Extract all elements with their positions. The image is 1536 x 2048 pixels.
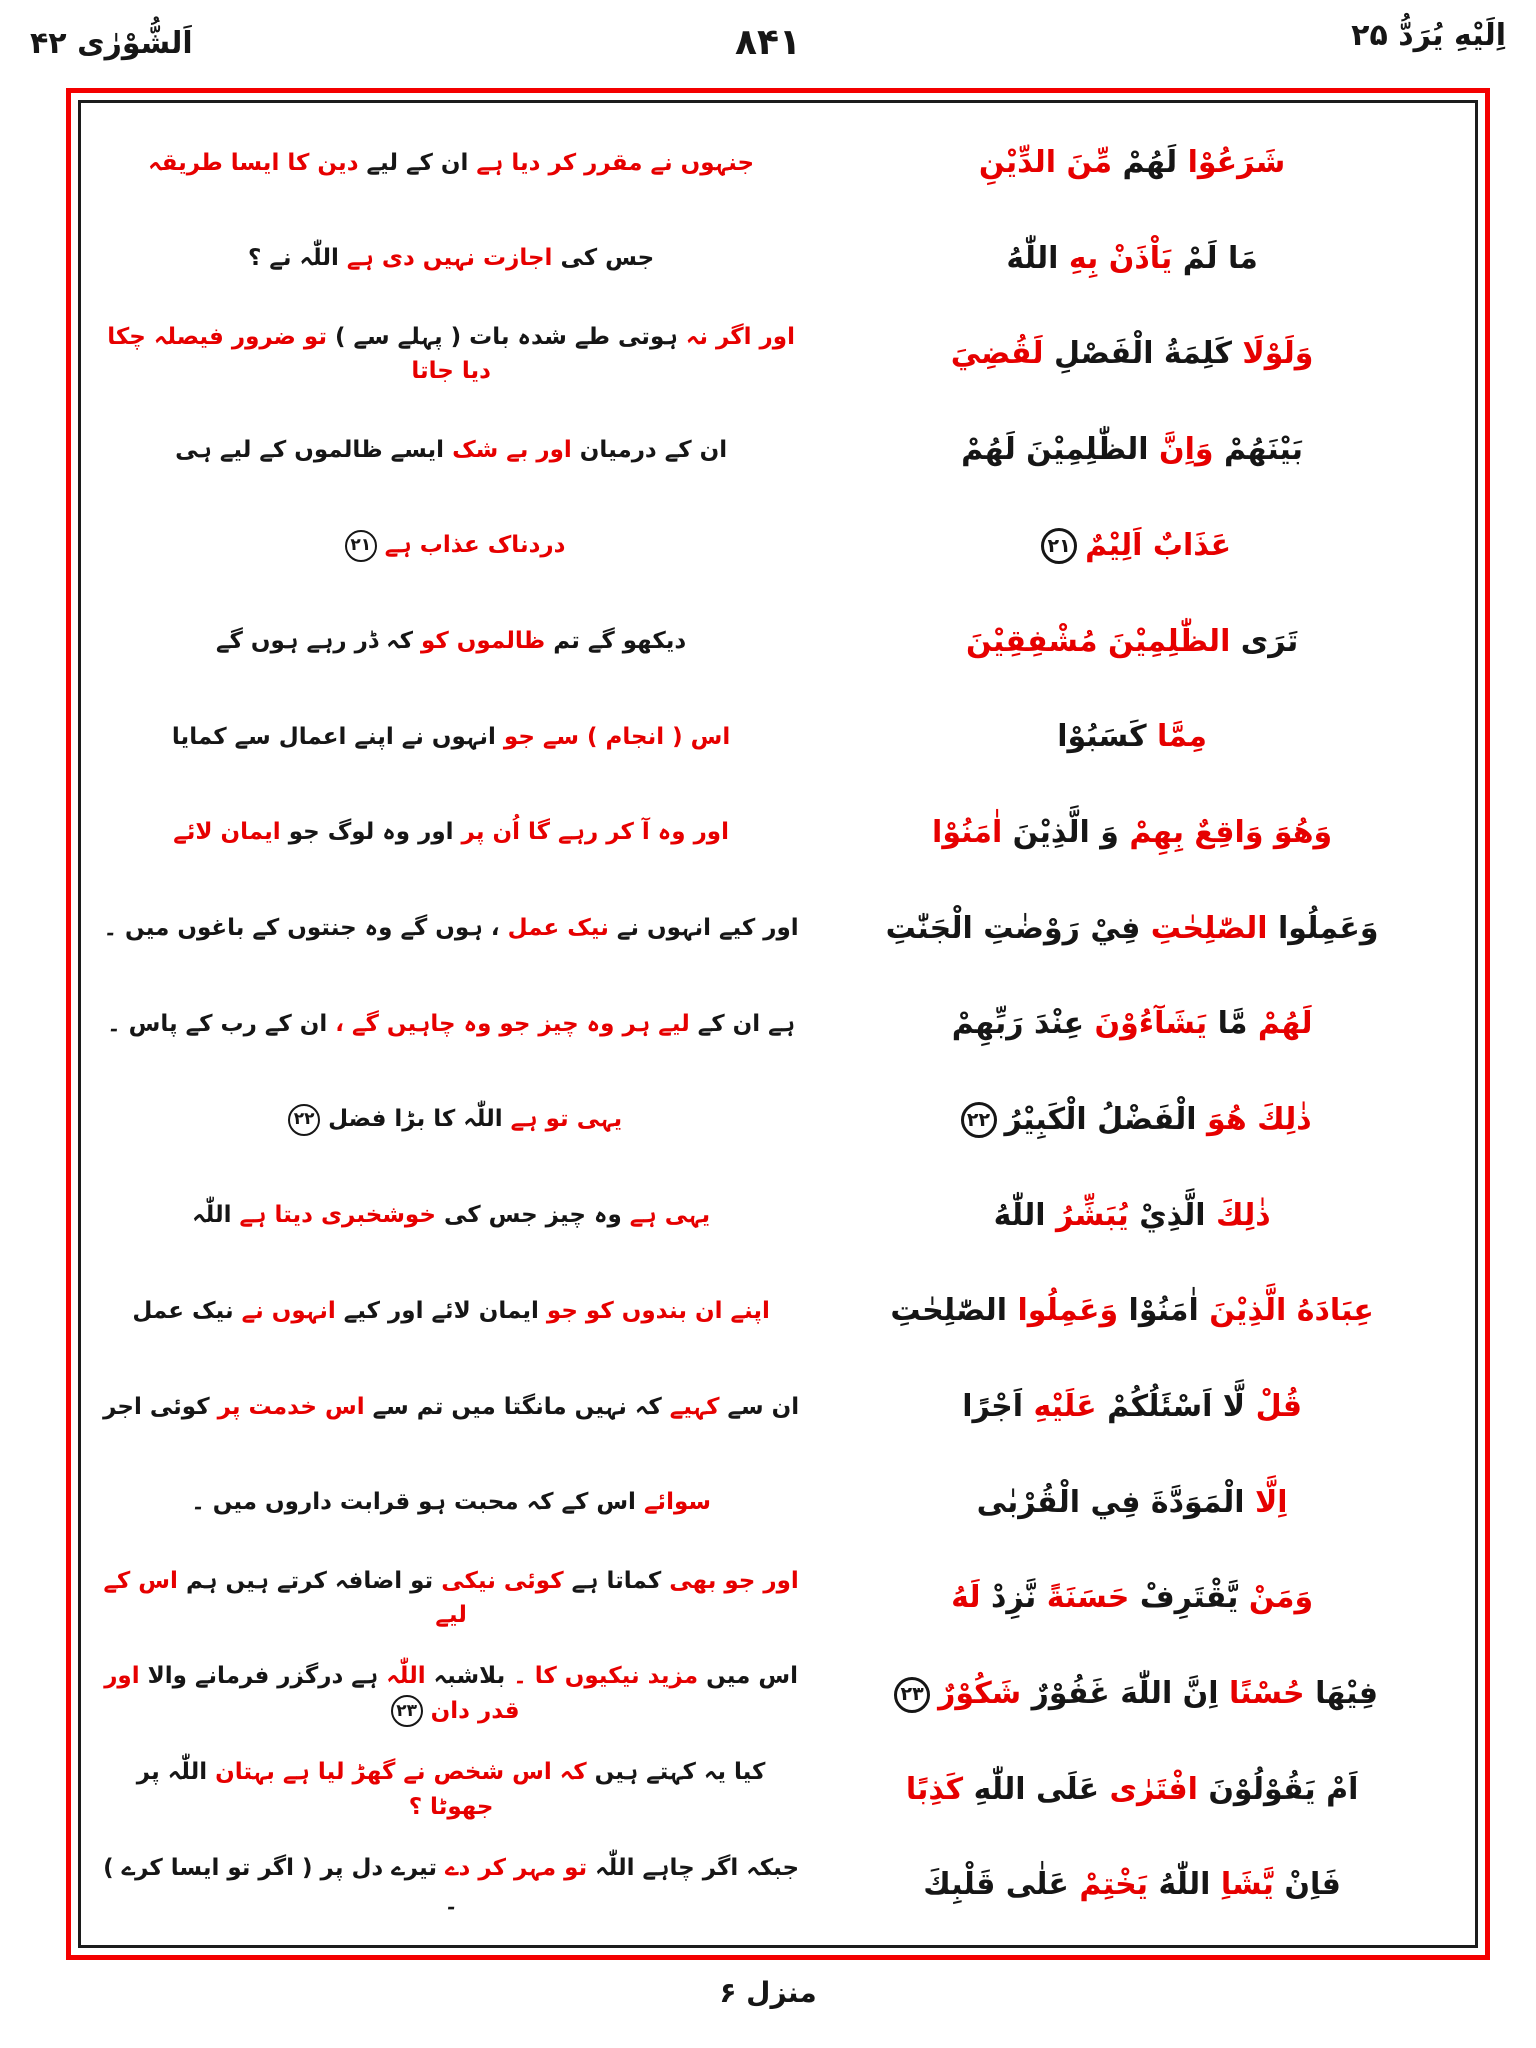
text-segment: اجازت نہیں دی ہے [346, 245, 561, 272]
urdu-line [97, 1851, 805, 1920]
text-row [97, 1837, 1459, 1933]
text-segment: يَّقْتَرِفْ [1139, 1580, 1249, 1616]
text-segment: نیک عمل [132, 1297, 242, 1324]
arabic-line [805, 428, 1459, 472]
text-segment: تَرَى [1240, 623, 1299, 659]
text-segment: عَلَى اللّٰهِ [973, 1771, 1110, 1807]
text-row [97, 1263, 1459, 1359]
text-segment: فَاِنْ [1284, 1867, 1341, 1903]
urdu-line [97, 320, 805, 389]
text-segment: وَ الَّذِيْنَ [1012, 814, 1130, 850]
text-segment: سوائے [643, 1489, 711, 1516]
text-segment: عِبَادَهُ الَّذِيْنَ [1209, 1293, 1374, 1329]
text-segment: قُلْ [1255, 1389, 1303, 1425]
text-segment: جس کی [560, 245, 655, 272]
urdu-line [97, 911, 805, 946]
text-segment: جبکہ اگر چاہے اللّٰہ [595, 1854, 800, 1881]
text-segment: اللّٰہ [192, 1202, 240, 1229]
text-segment: حَسَنَةً [1046, 1580, 1140, 1616]
text-row [97, 306, 1459, 402]
urdu-line [97, 1007, 805, 1042]
text-segment: الصّٰلِحٰتِ [1150, 910, 1278, 946]
text-segment: بلاشبہ [433, 1663, 514, 1690]
text-segment: کوئی اجر [103, 1393, 218, 1420]
text-segment: اللّٰهُ [993, 1197, 1057, 1233]
text-segment: ہوتی طے شدہ بات ( پہلے سے ) [334, 323, 686, 350]
text-segment: اِنَّ اللّٰهَ غَفُوْرٌ [1031, 1676, 1229, 1712]
arabic-line [805, 237, 1459, 281]
text-segment: كَلِمَةُ الْفَصْلِ [1054, 336, 1243, 372]
text-row [97, 115, 1459, 211]
text-row [97, 402, 1459, 498]
text-segment: اٰمَنُوْا [932, 814, 1013, 850]
text-segment: اس کے کہ محبت ہو قرابت داروں میں ۔ [191, 1489, 644, 1516]
verse-marker: ۲۳ [894, 1677, 930, 1713]
text-segment: لَهُمْ [1122, 145, 1188, 181]
verse-marker: ۲۱ [345, 530, 377, 562]
urdu-line [97, 624, 805, 659]
text-segment: کہ ڈر رہے ہوں گے [216, 628, 421, 655]
text-segment: عِنْدَ رَبِّهِمْ [951, 1006, 1095, 1042]
urdu-line [97, 146, 805, 181]
text-row [97, 1359, 1459, 1455]
arabic-line [805, 1002, 1459, 1046]
text-row [97, 1742, 1459, 1838]
text-segment: فِيْهَا [1315, 1676, 1379, 1712]
text-segment: کہ نہیں مانگتا میں تم سے [372, 1393, 670, 1420]
footer-manzil-label: منزل ۶ [719, 1976, 817, 2009]
text-segment: ذٰلِكَ [1216, 1197, 1271, 1233]
urdu-line [97, 1390, 805, 1425]
text-segment: الْمَوَدَّةَ فِي الْقُرْبٰى [976, 1484, 1255, 1520]
verse-marker: ۲۲ [288, 1104, 320, 1136]
text-segment: جنہوں نے مقرر کر دیا ہے [476, 149, 755, 176]
text-segment: وَلَوْلَا [1242, 336, 1314, 372]
arabic-line [805, 715, 1459, 759]
text-segment: اس کے لیے [103, 1567, 467, 1629]
arabic-line [805, 620, 1459, 664]
text-segment: اللّٰہ پر [136, 1759, 216, 1786]
text-segment: وَعَمِلُوا [1277, 910, 1379, 946]
text-segment: مَّا [1217, 1006, 1258, 1042]
text-segment: عَلَيْهِ [1033, 1389, 1108, 1425]
text-segment: کہیے [669, 1393, 728, 1420]
text-segment: تیرے دل پر ( اگر تو ایسا کرے ) ۔ [103, 1854, 458, 1916]
text-segment: یہی ہے [629, 1202, 711, 1229]
urdu-line [97, 1564, 805, 1633]
text-segment: انہوں نے [241, 1297, 344, 1324]
text-row [97, 689, 1459, 785]
text-segment: يَشَآءُوْنَ [1094, 1006, 1218, 1042]
arabic-line [805, 1289, 1459, 1333]
text-segment: اور قدر دان [104, 1663, 520, 1724]
text-segment: اللّٰہ [386, 1663, 434, 1690]
urdu-line [97, 815, 805, 850]
text-segment: وَاِنَّ [1159, 432, 1224, 468]
arabic-line [805, 1194, 1459, 1238]
text-segment: افْتَرٰى [1109, 1771, 1209, 1807]
header-juz-label: اِلَيْهِ يُرَدُّ ۲۵ [1351, 18, 1506, 53]
urdu-line [97, 241, 805, 276]
urdu-line [97, 528, 805, 563]
text-segment: عَلٰى قَلْبِكَ [923, 1867, 1080, 1903]
text-segment: لیے ہر وہ چیز جو وہ چاہیں گے ، [335, 1010, 698, 1037]
text-segment: عَذَابٌ اَلِيْمٌ [1085, 527, 1232, 563]
text-segment: دردناک عذاب ہے [384, 532, 566, 559]
text-segment: جھوٹا ؟ [408, 1793, 494, 1820]
text-segment: نیک عمل [507, 915, 617, 942]
text-segment: ان سے [727, 1393, 800, 1420]
text-segment: ظالموں کو [421, 628, 554, 655]
arabic-line [805, 811, 1459, 855]
arabic-line [805, 1481, 1459, 1525]
urdu-line [97, 1755, 805, 1824]
arabic-line [805, 1385, 1459, 1429]
text-segment: ، ہوں گے وہ جنتوں کے باغوں میں ۔ [103, 915, 508, 942]
text-row [97, 1550, 1459, 1646]
text-segment: کماتا ہے [571, 1567, 670, 1594]
text-segment: اَجْرًا [962, 1389, 1034, 1425]
arabic-line [805, 1768, 1459, 1812]
text-segment: اٰمَنُوْا [1128, 1293, 1210, 1329]
text-segment: شَرَعُوْا [1187, 145, 1286, 181]
arabic-line [805, 1672, 1459, 1716]
arabic-line [805, 524, 1459, 568]
arabic-line [805, 332, 1459, 376]
text-row [97, 881, 1459, 977]
text-segment: مزید نیکیوں کا ۔ [513, 1663, 707, 1690]
text-segment: یہی تو ہے [510, 1106, 623, 1133]
text-row [97, 785, 1459, 881]
text-segment: الصّٰلِحٰتِ [890, 1293, 1018, 1329]
text-segment: ایمان لائے [173, 819, 289, 846]
text-segment: كَسَبُوْا [1057, 719, 1158, 755]
text-segment: كَذِبًا [905, 1771, 974, 1807]
text-segment: الْفَضْلُ الْكَبِيْرُ [1004, 1101, 1208, 1137]
verse-marker: ۲۲ [961, 1102, 997, 1138]
text-segment: لَّا اَسْئَلُكُمْ [1107, 1389, 1256, 1425]
text-segment: اس ( انجام ) سے جو [503, 723, 731, 750]
text-segment: اور بے شک [452, 436, 580, 463]
urdu-line [97, 1294, 805, 1329]
text-segment: ان کے درمیان [579, 436, 728, 463]
arabic-line [805, 1098, 1459, 1142]
text-segment: وَمَنْ [1248, 1580, 1314, 1616]
text-segment: ایمان لائے اور کیے [343, 1297, 547, 1324]
text-segment: لَهُ [951, 1580, 991, 1616]
text-segment: کوئی نیکی [441, 1567, 572, 1594]
text-segment: دین کا ایسا طریقہ [148, 149, 367, 176]
text-segment: ذٰلِكَ هُوَ [1207, 1101, 1312, 1137]
text-segment: اللّٰہ نے ؟ [248, 245, 347, 272]
urdu-line [97, 1485, 805, 1520]
text-segment: اِلَّا [1254, 1484, 1288, 1520]
text-segment: ان کے رب کے پاس ۔ [107, 1010, 336, 1037]
header-surah-label: اَلشُّوْرٰى ۴۲ [30, 26, 193, 61]
text-segment: کہ اس شخص نے گھڑ لیا ہے بہتان [215, 1759, 595, 1786]
text-segment: يُبَشِّرُ [1056, 1197, 1140, 1233]
urdu-line [97, 1102, 805, 1137]
text-segment: تو مہر کر دے [445, 1854, 596, 1881]
text-segment: يَخْتِمْ [1079, 1867, 1159, 1903]
text-segment: بَيْنَهُمْ [1223, 432, 1304, 468]
urdu-line [97, 433, 805, 468]
text-segment: لَهُمْ [1257, 1006, 1313, 1042]
text-segment: يَّشَاِ [1220, 1867, 1285, 1903]
text-segment: اپنے ان بندوں کو جو [546, 1297, 770, 1324]
arabic-line [805, 907, 1459, 951]
text-segment: اور وہ لوگ جو [288, 819, 462, 846]
text-segment: اللّٰهُ [1158, 1867, 1221, 1903]
text-segment: انہوں نے اپنے اعمال سے کمایا [171, 723, 504, 750]
text-row [97, 211, 1459, 307]
text-segment: خوشخبری دیتا ہے [239, 1202, 444, 1229]
text-segment: اللّٰهُ [1006, 240, 1069, 276]
text-segment: لَقُضِيَ [950, 336, 1054, 372]
text-segment: اللّٰہ کا بڑا فضل [328, 1106, 511, 1133]
text-segment: اس خدمت پر [217, 1393, 373, 1420]
text-segment: وَعَمِلُوا [1017, 1293, 1129, 1329]
quran-frame [66, 88, 1490, 1960]
text-segment: اور جو بھی [669, 1567, 799, 1594]
text-segment: ان کے لیے [366, 149, 477, 176]
text-segment: اور وہ آ کر رہے گا اُن پر [461, 819, 729, 846]
text-segment: مِمَّا [1157, 719, 1207, 755]
text-segment: اس میں [706, 1663, 799, 1690]
text-segment: تو اضافہ کرتے ہیں ہم [185, 1567, 442, 1594]
arabic-line [805, 1863, 1459, 1907]
text-row [97, 1455, 1459, 1551]
text-segment: الَّذِيْ [1139, 1197, 1217, 1233]
text-row [97, 593, 1459, 689]
text-row [97, 498, 1459, 594]
text-segment: ہے درگزر فرمانے والا [147, 1663, 387, 1690]
verse-marker: ۲۳ [391, 1695, 423, 1727]
text-segment: وہ چیز جس کی [443, 1202, 630, 1229]
text-segment: اَمْ يَقُوْلُوْنَ [1208, 1771, 1359, 1807]
text-row [97, 1646, 1459, 1742]
arabic-line [805, 1576, 1459, 1620]
text-row [97, 1168, 1459, 1264]
arabic-line [805, 141, 1459, 185]
text-segment: فِيْ رَوْضٰتِ الْجَنّٰتِ [885, 910, 1151, 946]
text-segment: دیکھو گے تم [553, 628, 687, 655]
text-segment: وَهُوَ وَاقِعٌ بِهِمْ [1129, 814, 1333, 850]
text-segment: کیا یہ کہتے ہیں [594, 1759, 766, 1786]
text-segment: مِّنَ الدِّيْنِ [978, 145, 1123, 181]
verse-marker: ۲۱ [1041, 528, 1077, 564]
text-row [97, 976, 1459, 1072]
urdu-line [97, 1198, 805, 1233]
header-page-number: ۸۴۱ [735, 22, 801, 63]
text-segment: تو ضرور فیصلہ چکا دیا جاتا [107, 323, 491, 385]
text-segment: يَاْذَنْ بِهِ [1068, 240, 1183, 276]
text-segment: اور اگر نہ [685, 323, 795, 350]
content-grid [78, 100, 1478, 1948]
text-segment: شَكُوْرٌ [938, 1676, 1032, 1712]
urdu-line [97, 1659, 805, 1728]
text-segment: مَا لَمْ [1182, 240, 1258, 276]
text-segment: الظّٰلِمِيْنَ لَهُمْ [961, 432, 1159, 468]
text-segment: ایسے ظالموں کے لیے ہی [175, 436, 453, 463]
text-segment: نَّزِدْ [991, 1580, 1047, 1616]
urdu-line [97, 720, 805, 755]
text-segment: ہے ان کے [697, 1010, 796, 1037]
text-segment: حُسْنًا [1229, 1676, 1316, 1712]
text-segment: اور کیے انہوں نے [616, 915, 799, 942]
text-row [97, 1072, 1459, 1168]
text-segment: الظّٰلِمِيْنَ مُشْفِقِيْنَ [966, 623, 1241, 659]
